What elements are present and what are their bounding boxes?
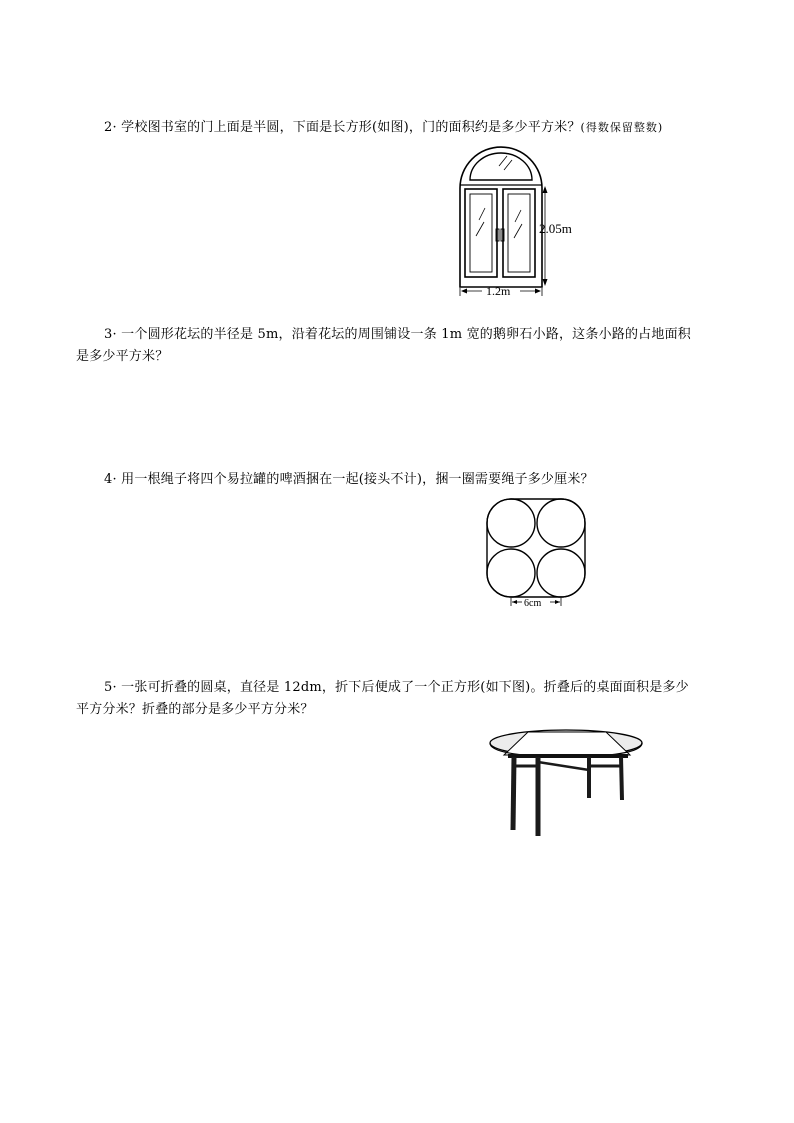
question-4: 4· 用一根绳子将四个易拉罐的啤酒捆在一起(接头不计)，捆一圈需要绳子多少厘米？ [104,472,594,487]
door-width-label: 1.2m [486,284,511,298]
question-3-line2 [76,346,168,368]
question-3-text-line2: 是多少平方米？ [76,349,169,364]
door-figure [452,140,587,302]
question-5-text-line2: 平方分米？折叠的部分是多少平方分米？ [76,702,314,717]
cans-figure [484,496,589,612]
folding-table-figure [488,726,648,840]
question-2-number: 2 [104,120,113,135]
question-5-number: 5 [104,680,113,695]
question-5-line2 [76,699,314,721]
question-2-text: 学校图书室的门上面是半圆，下面是长方形(如图)，门的面积约是多少平方米？ [121,120,581,135]
question-5: 5· 一张可折叠的圆桌，直径是 12dm，折下后便成了一个正方形(如下图)。折叠后的桌面面积是多少 [104,680,689,695]
can-diameter-label: 6cm [524,598,542,609]
door-height-label: 2.05m [539,221,572,236]
question-4-number: 4 [104,472,113,487]
question-4-text: 用一根绳子将四个易拉罐的啤酒捆在一起(接头不计)，捆一圈需要绳子多少厘米？ [121,472,594,487]
question-3-number: 3 [104,327,113,342]
question-3-text-line1: 一个圆形花坛的半径是 5m，沿着花坛的周围铺设一条 1m 宽的鹅卵石小路，这条小路的占地面积 [121,327,691,342]
question-5-text-line1: 一张可折叠的圆桌，直径是 12dm，折下后便成了一个正方形(如下图)。折叠后的桌面面积是多少 [121,680,689,695]
question-2-note: (得数保留整数) [580,121,664,134]
question-3: 3· 一个圆形花坛的半径是 5m，沿着花坛的周围铺设一条 1m 宽的鹅卵石小路，这条小路的占地面积 [104,327,691,342]
question-2: 2· 学校图书室的门上面是半圆，下面是长方形(如图)，门的面积约是多少平方米？(得数保留整数) [104,120,664,135]
